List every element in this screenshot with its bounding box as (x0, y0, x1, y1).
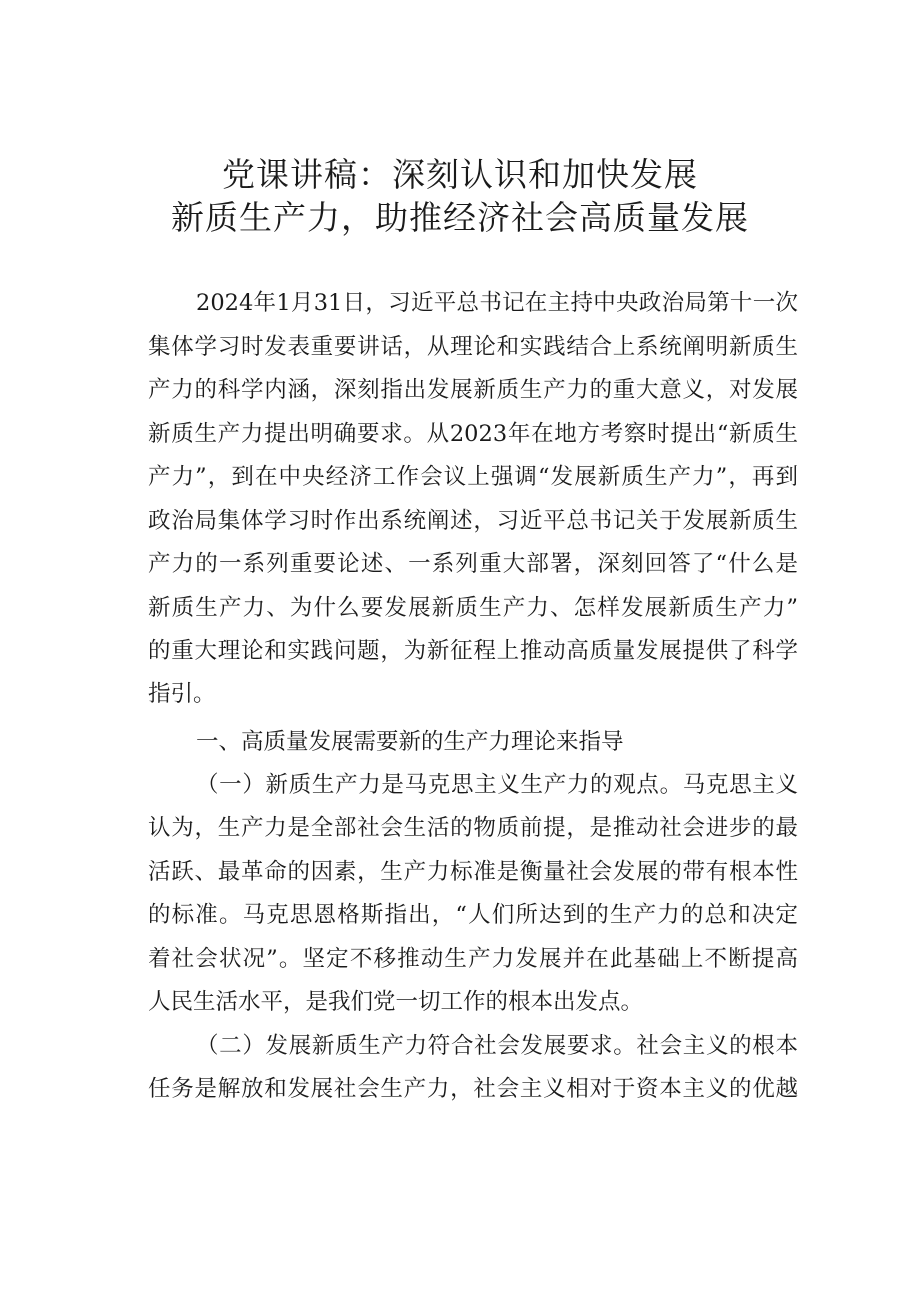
paragraph-1-line: 的重大理论和实践问题，为新征程上推动高质量发展提供了科学 (148, 638, 798, 664)
paragraph-1-line: 集体学习时发表重要讲话，从理论和实践结合上系统阐明新质生 (148, 334, 798, 360)
paragraph-1-line: 政治局集体学习时作出系统阐述，习近平总书记关于发展新质生 (148, 508, 798, 534)
paragraph-1-line: 指引。 (148, 681, 216, 707)
paragraph-3-line: 任务是解放和发展社会生产力，社会主义相对于资本主义的优越 (148, 1076, 798, 1102)
paragraph-1-line: 产力”，到在中央经济工作会议上强调“发展新质生产力”，再到 (148, 464, 798, 490)
paragraph-2-line: 人民生活水平，是我们党一切工作的根本出发点。 (148, 989, 644, 1015)
paragraph-1-line: 新质生产力、为什么要发展新质生产力、怎样发展新质生产力” (148, 595, 798, 621)
paragraph-2-line: 的标准。马克思恩格斯指出，“人们所达到的生产力的总和决定 (148, 902, 798, 928)
paragraph-1-line: 产力的科学内涵，深刻指出发展新质生产力的重大意义，对发展 (148, 377, 798, 403)
paragraph-2-line: 认为，生产力是全部社会生活的物质前提，是推动社会进步的最 (148, 815, 798, 841)
paragraph-3-line: （二）发展新质生产力符合社会发展要求。社会主义的根本 (196, 1033, 798, 1059)
paragraph-2-line: 着社会状况”。坚定不移推动生产力发展并在此基础上不断提高 (148, 946, 798, 972)
paragraph-2-line: 活跃、最革命的因素，生产力标准是衡量社会发展的带有根本性 (148, 859, 798, 885)
paragraph-2-line: （一）新质生产力是马克思主义生产力的观点。马克思主义 (196, 772, 798, 798)
paragraph-1-line: 产力的一系列重要论述、一系列重大部署，深刻回答了“什么是 (148, 551, 798, 577)
paragraph-1-line: 2024年1月31日，习近平总书记在主持中央政治局第十一次 (196, 290, 798, 316)
section-1-heading: 一、高质量发展需要新的生产力理论来指导 (196, 729, 624, 755)
title-line-1: 党课讲稿：深刻认识和加快发展 (222, 155, 698, 194)
title-line-2: 新质生产力，助推经济社会高质量发展 (171, 198, 749, 237)
paragraph-1-line: 新质生产力提出明确要求。从2023年在地方考察时提出“新质生 (148, 421, 798, 447)
